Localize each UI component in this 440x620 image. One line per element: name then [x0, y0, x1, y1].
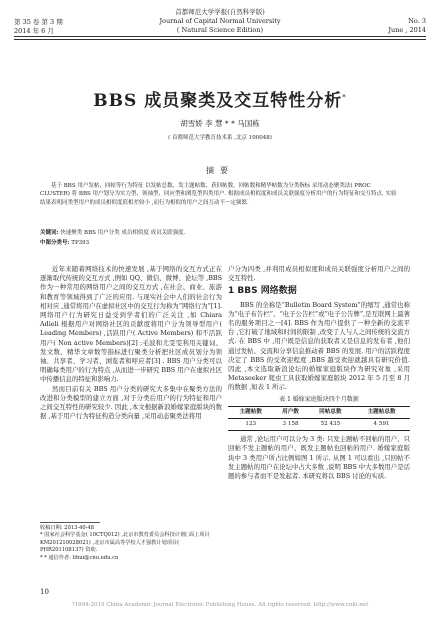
table-header-cell: 回帖总数 — [319, 408, 342, 415]
table-row — [228, 419, 410, 431]
header-rule-bottom — [14, 39, 426, 40]
footnote-fund: * 国家社会科学基金( 10CTQ012) ,北京市教育委员会科技计划( 面上项目 KM201210028021) ,北京市属高等学校人才强教计划项目( PHR201108137) 资助. — [40, 532, 210, 554]
article-title-text: BBS 成员聚类及交互特性分析 — [93, 91, 343, 111]
date-en: June , 2014 — [388, 26, 426, 34]
abstract-text: 基于 BBS 用户发帖、回帖等行为特征 以发帖总数、发主题帖数、获回帖数、回帖数和精华帖数为分类指标 采用动态聚类法( PROC CLUSTER) 将 BBS 用户划分为实力型、领袖型、回应型和浏览型四类用户. 根据成员相似度和成员关联强度分析用户的行为特征和交互特点. 实验结果表明同类型用户的成员相似度值相差较小 ,而行为相似的用户之间互动不一定频繁. — [40, 183, 397, 206]
table-cell: 123 — [245, 421, 257, 428]
data-table — [228, 395, 410, 432]
footnote-rule — [40, 522, 100, 523]
header-rule-top — [14, 36, 426, 37]
section-heading: 1 BBS 网络数据 — [228, 286, 297, 297]
table-cell: 4 591 — [373, 421, 390, 428]
body-paragraph: 户分为四类 ,并利用成员相似度和成员关联强度分析用户之间的交互特性. — [228, 265, 410, 283]
journal-header — [0, 8, 440, 52]
body-paragraph: 然而目前有关 BBS 用户分类的研究大多集中在聚类方法的改进和分类模型的建立方面 ,对于分类后用户的行为特征和用户之间交互特性的研究较少. 因此 ,本文根据新浪婚嫁家庭版块的数据 ,基于用户行为特征构造分类向量 ,采用动态聚类法将用 — [40, 384, 222, 421]
footnote-email: * * 通信作者: lihui@cnu.edu.cn — [40, 554, 119, 561]
body-paragraph: BBS 的全称是“Bulletin Board System”的缩写 ,通常也称为“电子布告栏”、“电子公告栏”或“电子公告牌”,是互联网上最著名的服务项目之一[4]. BBS 作为用户提供了一种全新的交流平台 ,它打破了地域和时间的限制 ,改变了人与人之间传统的交流方式. 在 BBS 中 ,用户既是信息的获取者又是信息的发布者 ,他们通过发帖、交流和分享信息推动着 BBS 的发展. 用户的活跃程度决定了 BBS 的受欢迎程度 ,BBS 越受欢迎就越具有研究价值. 因此 ,本文选取新浪论坛的婚嫁家庭版块作为研究对象 ,采用 Metaseeker 爬虫工具获取婚嫁家庭版块 2012 年 5 月至 8 月的数据 ,如表 1 所示. — [228, 300, 410, 392]
left-column — [40, 265, 222, 421]
authors: 胡雪娇 李 慧 * * 马国栋 — [180, 119, 260, 128]
copyright-line: ?1994-2015 China Academic Journal Electronic Publishing House. All rights reserved. http://www.cnki.net — [71, 602, 369, 608]
page-number: 10 — [40, 588, 49, 596]
table-header-row — [228, 406, 410, 418]
table-header-cell: 用户数 — [282, 408, 299, 415]
right-column — [228, 265, 410, 481]
footnote-received: 收稿日期: 2013-40-48 — [40, 525, 95, 531]
keywords — [40, 229, 400, 237]
footnote — [40, 525, 222, 562]
article-title — [0, 86, 440, 111]
volume-issue: 第 35 卷 第 3 期 — [14, 18, 63, 26]
date-cn: 2014 年 6 月 — [14, 27, 54, 35]
clc-label: 中图分类号: — [40, 240, 70, 246]
journal-edition-en: ( Natural Science Edition) — [176, 26, 264, 34]
body-paragraph: 近年来随着网络技术的快速发展 ,基于网络的交互方式正在逐渐取代传统的交互方式 ,例如 QQ、微信、微博、论坛等 ,BBS 作为一种常用的网络用户之间的交互方式 ,在社会、商业、旅游和教育等领域得到了广泛的应用. 与现实社会中人们的社会行为相对应 ,通常将用户在虚拟社区中的交互行为称为“网络行为”[1]. 网络用户行为研究日益受到学者们的广泛关注 ,如 Chiara Adieli 根据用户对网络社区的贡献度将用户分为领导型用户( Leading Members) ,活跃用户( Active Members) 和不活跃用户( Non active Members)[2] ;毛波和尤雯雯利用关键词、发文数、精华文章数等指标进行聚类分析把社区成员划分为领袖、共享者、学习者、浏览者和呼应者[3] . BBS 用户分类可以明确每类用户的行为特点 ,从而进一步研究 BBS 用户在虚拟社区中传播信息的特征和影响力. — [40, 265, 222, 384]
clc-number — [40, 238, 400, 246]
keywords-value: 快速聚类 BBS 用户分类 成员相似度 成员关联强度. — [60, 230, 186, 236]
table-caption: 表 1 婚嫁家庭版块四个月数据 — [279, 395, 359, 403]
clc-value: TP393 — [71, 240, 90, 246]
table-header-cell: 主题帖总数 — [367, 408, 396, 415]
affiliation: ( 首都师范大学教育技术系 ,北京 100048) — [168, 135, 272, 141]
abstract-heading: 摘要 — [206, 166, 234, 175]
table-cell: 3 158 — [282, 421, 299, 428]
journal-title-cn: 首都师范大学学报(自然科学版) — [175, 8, 265, 16]
body-paragraph: 通常 ,论坛用户可以分为 3 类: 只发主题帖不回帖的用户、只回帖不发主题帖的用户、既发主题帖也回帖的用户. 婚嫁家庭版块中 3 类用户所占比例如图 1 所示. 从图 1 可以看出 ,只回帖不发主题帖的用户在论坛中占大多数 ,说明 BBS 中大多数用户是话题的参与者而不是发起者. 本研究将以 BBS 讨论的实质. — [228, 435, 410, 481]
table-cell: 52 435 — [320, 421, 341, 428]
journal-title-en: Journal of Capital Normal University — [159, 17, 281, 25]
table-header-cell: 主题帖数 — [239, 408, 262, 415]
keywords-label: 关键词: — [40, 230, 59, 236]
title-footnote-mark: * — [342, 93, 347, 102]
issue-number: No. 3 — [408, 17, 426, 25]
